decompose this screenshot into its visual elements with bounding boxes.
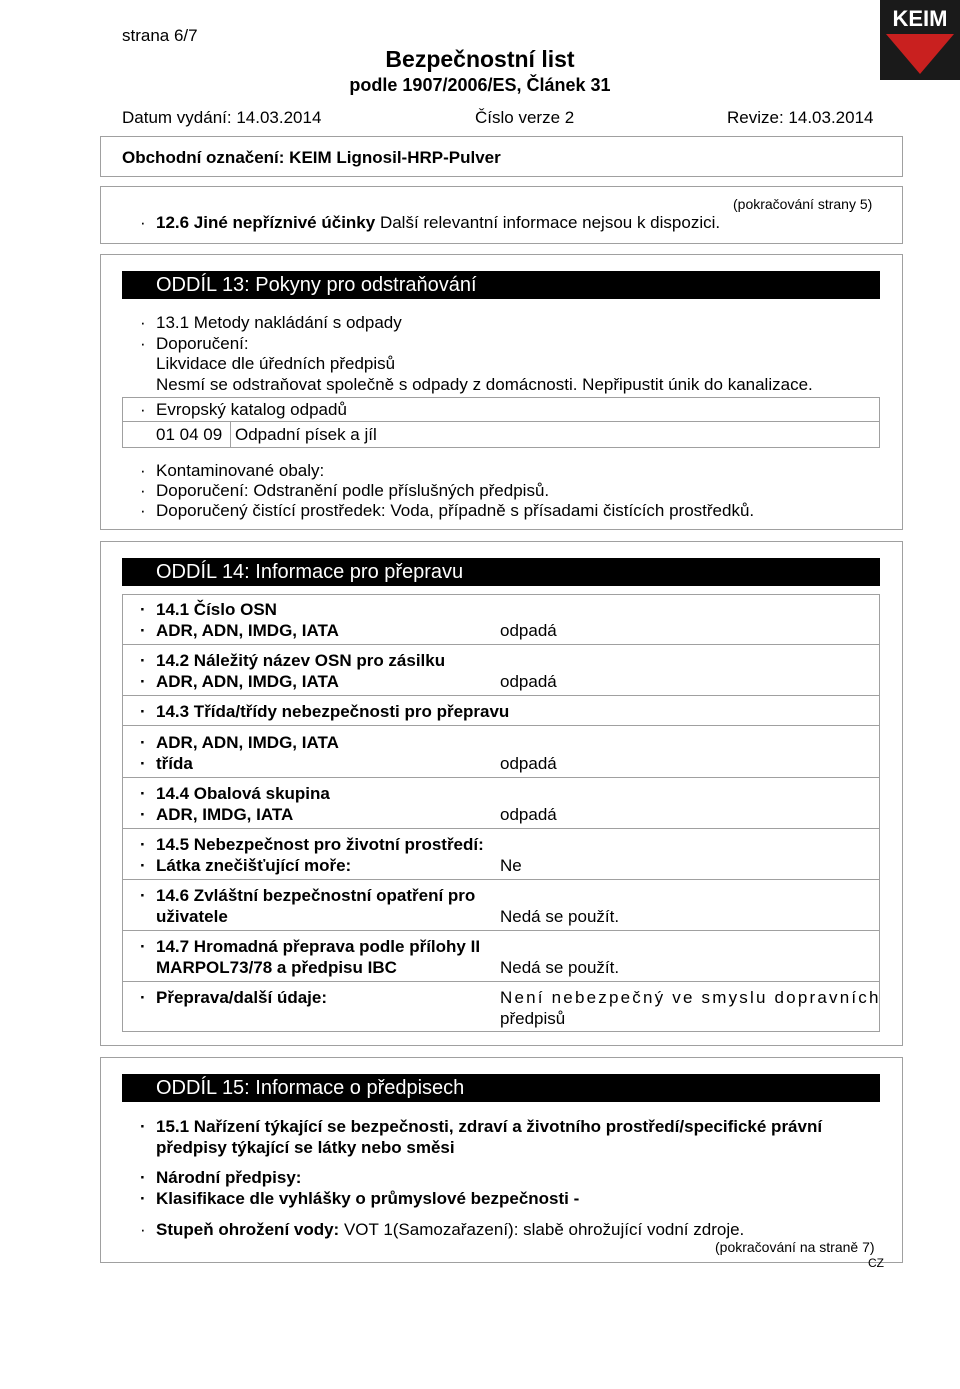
document-subtitle: podle 1907/2006/ES, Článek 31 bbox=[349, 75, 611, 95]
cleaning-agent: · Doporučený čistící prostředek: Voda, případně s přísadami čistících prostředků. bbox=[140, 501, 755, 520]
un-number-modes: · ADR, ADN, IMDG, IATA bbox=[140, 621, 339, 640]
document-title: Bezpečnostní list bbox=[385, 46, 575, 72]
continuation-note: (pokračování strany 5) bbox=[733, 196, 873, 212]
disposal-text-1: Likvidace dle úředních předpisů bbox=[156, 354, 396, 373]
section-12-6: · 12.6 Jiné nepříznivé účinky Další relevantní informace nejsou k dispozici. bbox=[140, 213, 721, 232]
transport-other-label: · Přeprava/další údaje: bbox=[140, 988, 328, 1007]
page-number: strana 6/7 bbox=[122, 26, 198, 45]
special-precautions-heading: · 14.6 Zvláštní bezpečnostní opatření pro bbox=[140, 886, 476, 905]
packaging-recommendation: · Doporučení: Odstranění podle příslušných předpisů. bbox=[140, 481, 550, 500]
regulations-15-1: · 15.1 Nařízení týkající se bezpečnosti, zdraví a životního prostředí/specifické právní bbox=[140, 1117, 823, 1136]
special-precautions-value: Nedá se použít. bbox=[500, 907, 620, 926]
national-regulations: · Národní předpisy: bbox=[140, 1168, 302, 1187]
bulk-transport-heading: · 14.7 Hromadná přeprava podle přílohy II bbox=[140, 937, 481, 956]
waste-code: 01 04 09 bbox=[156, 425, 223, 444]
section-13-title: ODDÍL 13: Pokyny pro odstraňování bbox=[122, 271, 880, 299]
bulk-transport-value: Nedá se použít. bbox=[500, 958, 620, 977]
svg-text:KEIM: KEIM bbox=[892, 6, 948, 31]
industrial-safety-classification: · Klasifikace dle vyhlášky o průmyslové bezpečnosti - bbox=[140, 1189, 580, 1208]
shipping-name-modes: · ADR, ADN, IMDG, IATA bbox=[140, 672, 339, 691]
shipping-name-value: odpadá bbox=[500, 672, 557, 691]
hazard-class-heading: · 14.3 Třída/třídy nebezpečnosti pro přepravu bbox=[140, 702, 510, 721]
hazard-class-modes: · ADR, ADN, IMDG, IATA bbox=[140, 733, 339, 752]
item-label: 12.6 Jiné nepříznivé účinky bbox=[156, 213, 376, 232]
un-number-heading: · 14.1 Číslo OSN bbox=[140, 600, 277, 619]
revision-date: Revize: 14.03.2014 bbox=[727, 108, 874, 127]
environmental-hazard-heading: · 14.5 Nebezpečnost pro životní prostředí: bbox=[140, 835, 484, 854]
un-number-value: odpadá bbox=[500, 621, 557, 640]
language-code: CZ bbox=[868, 1256, 884, 1270]
bulk-transport-heading-2: MARPOL73/78 a předpisu IBC bbox=[156, 958, 397, 977]
shipping-name-heading: · 14.2 Náležitý název OSN pro zásilku bbox=[140, 651, 446, 670]
hazard-class-label: · třída bbox=[140, 754, 193, 773]
version-number: Číslo verze 2 bbox=[475, 108, 575, 127]
marine-pollutant-value: Ne bbox=[500, 856, 522, 875]
trade-name: Obchodní označení: KEIM Lignosil-HRP-Pulver bbox=[122, 148, 501, 167]
date-issued: Datum vydání: 14.03.2014 bbox=[122, 108, 322, 127]
packing-group-heading: · 14.4 Obalová skupina bbox=[140, 784, 330, 803]
disposal-text-2: Nesmí se odstraňovat společně s odpady z domácnosti. Nepřipustit únik do kanalizace. bbox=[156, 375, 813, 394]
section-13-1: · 13.1 Metody nakládání s odpady bbox=[140, 313, 402, 332]
section-14-title: ODDÍL 14: Informace pro přepravu bbox=[122, 558, 880, 586]
hazard-class-value: odpadá bbox=[500, 754, 557, 773]
section-15-title: ODDÍL 15: Informace o předpisech bbox=[122, 1074, 880, 1102]
transport-other-value-1: Není nebezpečný ve smyslu dopravních bbox=[500, 988, 881, 1007]
special-precautions-heading-2: uživatele bbox=[156, 907, 228, 926]
water-hazard-class: · Stupeň ohrožení vody: VOT 1(Samozařazení): slabě ohrožující vodní zdroje. bbox=[140, 1220, 745, 1239]
packing-group-modes: · ADR, IMDG, IATA bbox=[140, 805, 294, 824]
contaminated-packaging: · Kontaminované obaly: bbox=[140, 461, 325, 480]
transport-other-value-2: předpisů bbox=[500, 1009, 566, 1028]
recommendation-label: · Doporučení: bbox=[140, 334, 249, 353]
continuation-note-next: (pokračování na straně 7) bbox=[715, 1239, 875, 1255]
packing-group-value: odpadá bbox=[500, 805, 557, 824]
waste-catalog-heading: · Evropský katalog odpadů bbox=[140, 400, 347, 419]
regulations-15-1-cont: předpisy týkající se látky nebo směsi bbox=[156, 1138, 455, 1157]
item-text: Další relevantní informace nejsou k dispozici. bbox=[375, 213, 721, 232]
marine-pollutant-label: · Látka znečišťující moře: bbox=[140, 856, 352, 875]
waste-code-description: Odpadní písek a jíl bbox=[235, 425, 377, 444]
keim-logo bbox=[878, 0, 960, 80]
